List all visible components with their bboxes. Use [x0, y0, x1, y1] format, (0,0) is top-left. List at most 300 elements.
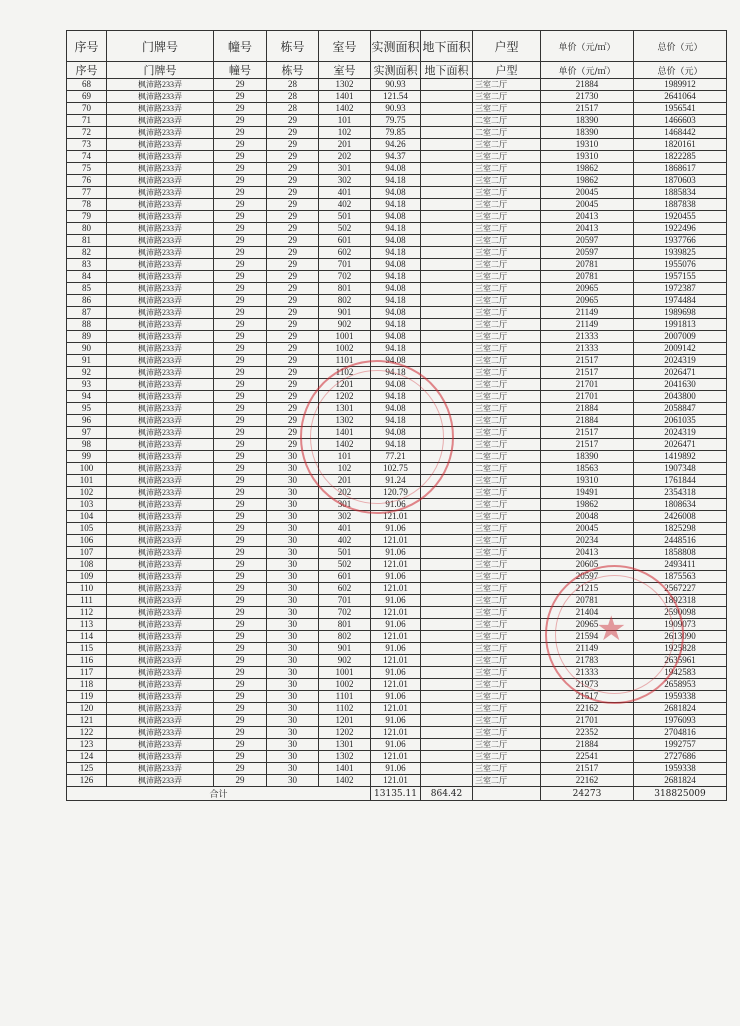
cell-total: 1959338: [634, 763, 727, 775]
cell-total: 1955076: [634, 259, 727, 271]
cell-area: 121.01: [371, 535, 421, 547]
cell-ug: [421, 367, 473, 379]
table-row: [67, 751, 727, 763]
cell-type: 三室二厅: [473, 247, 541, 259]
cell-area: 94.08: [371, 379, 421, 391]
cell-zone: 29: [214, 751, 267, 763]
table-row: [67, 463, 727, 475]
cell-addr: 枫沛路233弄: [107, 127, 214, 139]
cell-bldg: 29: [267, 187, 319, 199]
cell-ug: [421, 139, 473, 151]
cell-zone: 29: [214, 559, 267, 571]
cell-zone: 29: [214, 463, 267, 475]
cell-bldg: 29: [267, 151, 319, 163]
cell-type: 三室二厅: [473, 607, 541, 619]
cell-bldg: 29: [267, 127, 319, 139]
cell-room: 502: [319, 223, 371, 235]
cell-area: 94.08: [371, 283, 421, 295]
cell-bldg: 29: [267, 283, 319, 295]
cell-room: 102: [319, 127, 371, 139]
cell-zone: 29: [214, 715, 267, 727]
cell-zone: 29: [214, 331, 267, 343]
cell-unit: 21701: [541, 379, 634, 391]
cell-unit: 21149: [541, 319, 634, 331]
cell-seq: 87: [67, 307, 107, 319]
cell-type: 三室二厅: [473, 667, 541, 679]
cell-bldg: 28: [267, 79, 319, 91]
cell-bldg: 30: [267, 691, 319, 703]
table-row: [67, 175, 727, 187]
cell-seq: 115: [67, 643, 107, 655]
cell-zone: 29: [214, 319, 267, 331]
header-seq: 序号: [67, 62, 107, 79]
cell-unit: 21517: [541, 691, 634, 703]
cell-addr: 枫沛路233弄: [107, 571, 214, 583]
cell-seq: 124: [67, 751, 107, 763]
cell-seq: 121: [67, 715, 107, 727]
cell-type: 二室二厅: [473, 463, 541, 475]
cell-bldg: 30: [267, 607, 319, 619]
cell-total: 2058847: [634, 403, 727, 415]
cell-room: 1302: [319, 751, 371, 763]
cell-type: 三室二厅: [473, 271, 541, 283]
cell-zone: 29: [214, 475, 267, 487]
cell-area: 121.01: [371, 607, 421, 619]
cell-room: 801: [319, 283, 371, 295]
cell-total: 1909073: [634, 619, 727, 631]
cell-addr: 枫沛路233弄: [107, 283, 214, 295]
cell-area: 94.08: [371, 403, 421, 415]
cell-zone: 29: [214, 367, 267, 379]
cell-type: 三室二厅: [473, 415, 541, 427]
cell-room: 802: [319, 295, 371, 307]
cell-room: 1002: [319, 679, 371, 691]
table-row: [67, 535, 727, 547]
cell-ug: [421, 307, 473, 319]
cell-ug: [421, 715, 473, 727]
cell-bldg: 30: [267, 595, 319, 607]
cell-type: 三室二厅: [473, 307, 541, 319]
cell-unit: 22541: [541, 751, 634, 763]
table-row: [67, 391, 727, 403]
table-row: [67, 295, 727, 307]
cell-addr: 枫沛路233弄: [107, 703, 214, 715]
cell-bldg: 30: [267, 751, 319, 763]
cell-type: 二室二厅: [473, 115, 541, 127]
cell-bldg: 29: [267, 247, 319, 259]
cell-ug: [421, 475, 473, 487]
cell-bldg: 29: [267, 271, 319, 283]
cell-zone: 29: [214, 775, 267, 787]
table-row: [67, 379, 727, 391]
cell-total: 1959338: [634, 691, 727, 703]
cell-zone: 29: [214, 571, 267, 583]
cell-ug: [421, 487, 473, 499]
cell-area: 91.06: [371, 595, 421, 607]
cell-ug: [421, 187, 473, 199]
cell-bldg: 30: [267, 559, 319, 571]
cell-zone: 29: [214, 451, 267, 463]
cell-zone: 29: [214, 427, 267, 439]
cell-zone: 29: [214, 691, 267, 703]
cell-area: 91.06: [371, 523, 421, 535]
cell-type: 三室二厅: [473, 139, 541, 151]
cell-total: 1870603: [634, 175, 727, 187]
header-seq: 序号: [67, 31, 107, 62]
cell-addr: 枫沛路233弄: [107, 115, 214, 127]
cell-bldg: 30: [267, 547, 319, 559]
cell-area: 94.08: [371, 355, 421, 367]
cell-room: 1102: [319, 703, 371, 715]
cell-room: 501: [319, 547, 371, 559]
cell-unit: 21730: [541, 91, 634, 103]
cell-type: 三室二厅: [473, 223, 541, 235]
header-underground: 地下面积: [421, 31, 473, 62]
cell-unit: 21884: [541, 79, 634, 91]
cell-unit: 19862: [541, 499, 634, 511]
cell-room: 302: [319, 511, 371, 523]
cell-area: 91.06: [371, 499, 421, 511]
cell-area: 94.18: [371, 199, 421, 211]
cell-total: 1942583: [634, 667, 727, 679]
cell-ug: [421, 511, 473, 523]
cell-addr: 枫沛路233弄: [107, 775, 214, 787]
cell-room: 1202: [319, 727, 371, 739]
total-price: 318825009: [634, 787, 727, 801]
cell-room: 1002: [319, 343, 371, 355]
cell-area: 121.01: [371, 631, 421, 643]
cell-area: 102.75: [371, 463, 421, 475]
cell-area: 121.54: [371, 91, 421, 103]
cell-zone: 29: [214, 643, 267, 655]
total-underground: 864.42: [421, 787, 473, 801]
cell-zone: 29: [214, 91, 267, 103]
cell-area: 121.01: [371, 727, 421, 739]
cell-ug: [421, 739, 473, 751]
header-zone: 幢号: [214, 31, 267, 62]
cell-total: 1419892: [634, 451, 727, 463]
cell-ug: [421, 283, 473, 295]
cell-unit: 19310: [541, 151, 634, 163]
cell-unit: 20965: [541, 295, 634, 307]
cell-unit: 22162: [541, 775, 634, 787]
cell-zone: 29: [214, 283, 267, 295]
cell-zone: 29: [214, 439, 267, 451]
cell-total: 1858808: [634, 547, 727, 559]
cell-room: 701: [319, 259, 371, 271]
cell-total: 2590098: [634, 607, 727, 619]
cell-addr: 枫沛路233弄: [107, 619, 214, 631]
cell-type: 二室二厅: [473, 451, 541, 463]
cell-total: 2681824: [634, 775, 727, 787]
cell-ug: [421, 655, 473, 667]
cell-addr: 枫沛路233弄: [107, 415, 214, 427]
cell-seq: 85: [67, 283, 107, 295]
cell-addr: 枫沛路233弄: [107, 391, 214, 403]
table-row: [67, 451, 727, 463]
cell-zone: 29: [214, 151, 267, 163]
table-row: [67, 547, 727, 559]
table-row: [67, 211, 727, 223]
cell-seq: 80: [67, 223, 107, 235]
cell-room: 901: [319, 643, 371, 655]
table-row: [67, 667, 727, 679]
cell-total: 2613090: [634, 631, 727, 643]
table-row: [67, 307, 727, 319]
cell-type: 三室二厅: [473, 739, 541, 751]
cell-bldg: 30: [267, 619, 319, 631]
cell-room: 1201: [319, 379, 371, 391]
cell-ug: [421, 403, 473, 415]
header-building: 栋号: [267, 31, 319, 62]
cell-addr: 枫沛路233弄: [107, 679, 214, 691]
cell-addr: 枫沛路233弄: [107, 595, 214, 607]
cell-ug: [421, 535, 473, 547]
cell-type: 三室二厅: [473, 691, 541, 703]
cell-bldg: 30: [267, 715, 319, 727]
cell-total: 1820161: [634, 139, 727, 151]
cell-unit: 21884: [541, 403, 634, 415]
cell-seq: 72: [67, 127, 107, 139]
cell-zone: 29: [214, 175, 267, 187]
table-row: [67, 259, 727, 271]
table-row: [67, 427, 727, 439]
cell-type: 三室二厅: [473, 487, 541, 499]
cell-addr: 枫沛路233弄: [107, 367, 214, 379]
cell-unit: 18390: [541, 451, 634, 463]
table-row: [67, 283, 727, 295]
price-table: [66, 30, 727, 801]
cell-addr: 枫沛路233弄: [107, 715, 214, 727]
cell-bldg: 29: [267, 319, 319, 331]
header-layout: 户型: [473, 31, 541, 62]
cell-seq: 104: [67, 511, 107, 523]
cell-type: 三室二厅: [473, 235, 541, 247]
cell-seq: 99: [67, 451, 107, 463]
cell-area: 91.06: [371, 691, 421, 703]
total-layout-empty: [473, 787, 541, 801]
cell-ug: [421, 391, 473, 403]
cell-seq: 69: [67, 91, 107, 103]
header-zone: 幢号: [214, 62, 267, 79]
cell-zone: 29: [214, 403, 267, 415]
cell-bldg: 29: [267, 379, 319, 391]
table-row: [67, 115, 727, 127]
cell-seq: 79: [67, 211, 107, 223]
cell-bldg: 28: [267, 103, 319, 115]
cell-unit: 21701: [541, 391, 634, 403]
table-row: [67, 331, 727, 343]
cell-seq: 88: [67, 319, 107, 331]
cell-bldg: 29: [267, 343, 319, 355]
cell-total: 2026471: [634, 367, 727, 379]
cell-addr: 枫沛路233弄: [107, 139, 214, 151]
cell-unit: 20781: [541, 271, 634, 283]
cell-unit: 21594: [541, 631, 634, 643]
cell-unit: 21517: [541, 355, 634, 367]
cell-zone: 29: [214, 583, 267, 595]
cell-room: 902: [319, 655, 371, 667]
table-row: [67, 223, 727, 235]
table-row: [67, 679, 727, 691]
cell-total: 2007009: [634, 331, 727, 343]
cell-total: 2009142: [634, 343, 727, 355]
cell-ug: [421, 547, 473, 559]
cell-ug: [421, 439, 473, 451]
cell-addr: 枫沛路233弄: [107, 631, 214, 643]
cell-addr: 枫沛路233弄: [107, 79, 214, 91]
cell-ug: [421, 223, 473, 235]
cell-ug: [421, 751, 473, 763]
cell-bldg: 30: [267, 571, 319, 583]
cell-area: 94.18: [371, 271, 421, 283]
cell-room: 1402: [319, 439, 371, 451]
cell-type: 三室二厅: [473, 571, 541, 583]
cell-area: 91.06: [371, 739, 421, 751]
cell-area: 94.08: [371, 187, 421, 199]
cell-total: 1991813: [634, 319, 727, 331]
cell-seq: 119: [67, 691, 107, 703]
table-row: [67, 151, 727, 163]
cell-ug: [421, 415, 473, 427]
cell-total: 1875563: [634, 571, 727, 583]
cell-unit: 21149: [541, 307, 634, 319]
cell-zone: 29: [214, 727, 267, 739]
cell-type: 三室二厅: [473, 643, 541, 655]
cell-unit: 20413: [541, 211, 634, 223]
cell-zone: 29: [214, 703, 267, 715]
header-door: 门牌号: [107, 62, 214, 79]
cell-zone: 29: [214, 235, 267, 247]
cell-addr: 枫沛路233弄: [107, 607, 214, 619]
cell-room: 901: [319, 307, 371, 319]
cell-ug: [421, 115, 473, 127]
cell-room: 1302: [319, 79, 371, 91]
table-row: [67, 763, 727, 775]
cell-addr: 枫沛路233弄: [107, 739, 214, 751]
cell-ug: [421, 355, 473, 367]
table-row: [67, 583, 727, 595]
table-row: [67, 187, 727, 199]
cell-unit: 21333: [541, 331, 634, 343]
table-row: [67, 127, 727, 139]
cell-type: 三室二厅: [473, 259, 541, 271]
cell-unit: 19491: [541, 487, 634, 499]
cell-bldg: 30: [267, 511, 319, 523]
cell-addr: 枫沛路233弄: [107, 727, 214, 739]
cell-bldg: 30: [267, 727, 319, 739]
cell-type: 三室二厅: [473, 679, 541, 691]
cell-unit: 19862: [541, 163, 634, 175]
cell-ug: [421, 463, 473, 475]
table-row: [67, 355, 727, 367]
cell-zone: 29: [214, 199, 267, 211]
cell-total: 2026471: [634, 439, 727, 451]
cell-type: 三室二厅: [473, 151, 541, 163]
table-row: [67, 691, 727, 703]
cell-area: 94.18: [371, 415, 421, 427]
cell-seq: 70: [67, 103, 107, 115]
cell-room: 601: [319, 235, 371, 247]
cell-seq: 78: [67, 199, 107, 211]
cell-ug: [421, 199, 473, 211]
cell-room: 202: [319, 151, 371, 163]
cell-addr: 枫沛路233弄: [107, 259, 214, 271]
cell-zone: 29: [214, 259, 267, 271]
cell-addr: 枫沛路233弄: [107, 223, 214, 235]
cell-type: 三室二厅: [473, 79, 541, 91]
cell-type: 三室二厅: [473, 355, 541, 367]
cell-zone: 29: [214, 79, 267, 91]
cell-unit: 21884: [541, 415, 634, 427]
cell-type: 三室二厅: [473, 523, 541, 535]
cell-unit: 20413: [541, 547, 634, 559]
cell-area: 94.08: [371, 307, 421, 319]
cell-area: 77.21: [371, 451, 421, 463]
cell-total: 1976093: [634, 715, 727, 727]
cell-bldg: 30: [267, 643, 319, 655]
cell-bldg: 28: [267, 91, 319, 103]
cell-bldg: 29: [267, 367, 319, 379]
cell-total: 2567227: [634, 583, 727, 595]
cell-zone: 29: [214, 415, 267, 427]
cell-total: 1922496: [634, 223, 727, 235]
cell-zone: 29: [214, 655, 267, 667]
cell-type: 三室二厅: [473, 595, 541, 607]
cell-total: 2041630: [634, 379, 727, 391]
cell-type: 三室二厅: [473, 583, 541, 595]
cell-area: 94.18: [371, 391, 421, 403]
cell-room: 1301: [319, 403, 371, 415]
cell-ug: [421, 775, 473, 787]
cell-zone: 29: [214, 679, 267, 691]
cell-room: 1402: [319, 103, 371, 115]
cell-total: 1925828: [634, 643, 727, 655]
cell-area: 94.08: [371, 427, 421, 439]
cell-unit: 20597: [541, 571, 634, 583]
cell-addr: 枫沛路233弄: [107, 175, 214, 187]
cell-unit: 20045: [541, 187, 634, 199]
cell-room: 601: [319, 571, 371, 583]
cell-room: 502: [319, 559, 371, 571]
cell-area: 94.18: [371, 367, 421, 379]
cell-bldg: 29: [267, 391, 319, 403]
cell-room: 1401: [319, 91, 371, 103]
cell-seq: 122: [67, 727, 107, 739]
cell-room: 1401: [319, 763, 371, 775]
table-row: [67, 247, 727, 259]
cell-room: 802: [319, 631, 371, 643]
cell-area: 91.06: [371, 667, 421, 679]
cell-addr: 枫沛路233弄: [107, 91, 214, 103]
table-row: [67, 511, 727, 523]
cell-bldg: 29: [267, 223, 319, 235]
cell-area: 121.01: [371, 751, 421, 763]
cell-type: 三室二厅: [473, 175, 541, 187]
table-row: [67, 499, 727, 511]
cell-total: 1956541: [634, 103, 727, 115]
cell-seq: 68: [67, 79, 107, 91]
header-area: 实测面积: [371, 62, 421, 79]
cell-room: 1202: [319, 391, 371, 403]
cell-bldg: 30: [267, 499, 319, 511]
cell-addr: 枫沛路233弄: [107, 499, 214, 511]
cell-total: 1466603: [634, 115, 727, 127]
cell-seq: 86: [67, 295, 107, 307]
cell-area: 94.26: [371, 139, 421, 151]
cell-bldg: 29: [267, 211, 319, 223]
cell-area: 94.18: [371, 343, 421, 355]
